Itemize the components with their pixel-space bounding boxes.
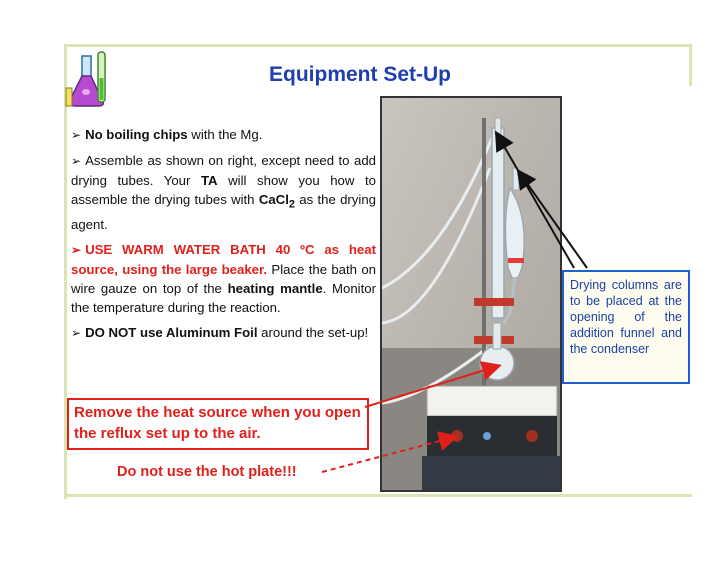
bullet-text: . Monitor the temperature during the reaction. [71, 280, 376, 315]
page-title: Equipment Set-Up [269, 63, 451, 86]
bullet-text: will show you how to assemble the drying tubes with [71, 173, 376, 207]
bullet-bold: CaCl [258, 192, 289, 207]
bullet-bold: DO NOT use Aluminum Foil [85, 324, 258, 340]
bullet-text: Place the bath on wire gauze on top of the [71, 261, 376, 296]
arrow-bullet-icon: ➢ [71, 242, 82, 257]
bullet-bold: heating mantle [227, 280, 323, 296]
bullet-text: Assemble as shown on right, except need to add drying tubes. Your [71, 153, 376, 188]
arrow-bullet-icon: ➢ [71, 128, 82, 142]
bullet-text: with the Mg. [187, 127, 263, 142]
arrow-to-heat-source [365, 366, 498, 407]
bullet-bold: TA [200, 173, 218, 188]
bullet-text: as the drying agent. [71, 192, 377, 232]
arrow-to-condenser [497, 134, 574, 268]
bullet-warning-text: USE WARM WATER BATH 40 ºC as heat source, using the large beaker. [71, 241, 376, 277]
hotplate-warning: Do not use the hot plate!!! [117, 464, 297, 480]
bullet-text: around the set-up! [257, 324, 369, 340]
arrow-to-funnel [519, 172, 587, 268]
drying-columns-note: Drying columns are to be placed at the opening of the addition funnel and the condenser [570, 278, 682, 356]
arrow-bullet-icon: ➢ [71, 325, 82, 340]
arrow-bullet-icon: ➢ [71, 154, 82, 168]
arrow-to-hotplate [322, 437, 455, 472]
subscript: 2 [288, 198, 295, 211]
remove-heat-note: Remove the heat source when you open the reflux set up to the air. [74, 404, 361, 442]
bullet-bold: No boiling chips [85, 127, 188, 142]
